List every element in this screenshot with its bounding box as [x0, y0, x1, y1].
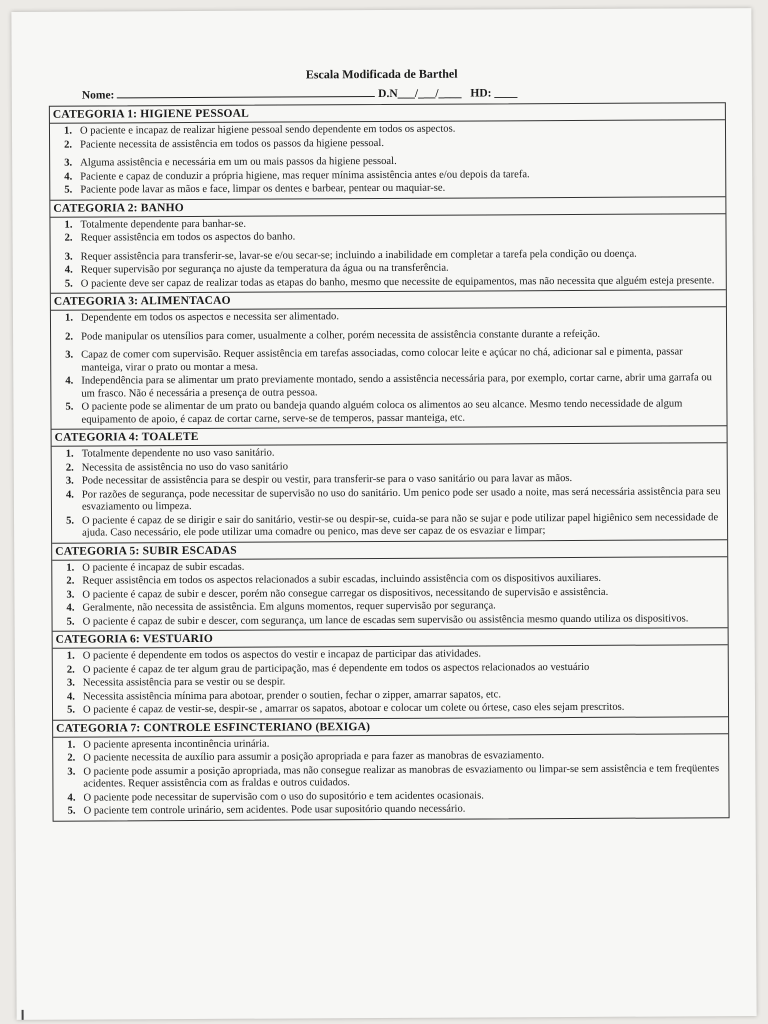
- item-text: O paciente é capaz de se dirigir e sair do sanitário, vestir-se ou despir-se, cuida-se para não se sujar e pode utilizar papel higiênico sem necessidade de ajuda. Caso necessário, ele pode utilizar uma comadre ou penico, mas deve ser capaz de os esvaziar e limpar;: [82, 511, 719, 539]
- category-items: [51, 307, 727, 429]
- item-number: 3.: [65, 475, 74, 487]
- item-text: Geralmente, não necessita de assistência. Em alguns momentos, requer supervisão por segurança.: [82, 600, 496, 614]
- list-item: [52, 512, 723, 541]
- category-title: CATEGORIA 5: SUBIR ESCADAS: [52, 539, 727, 561]
- birthdate-label: D.N___/___/____: [378, 87, 462, 101]
- item-number: 5.: [64, 278, 73, 290]
- document-title: Escala Modificada de Barthel: [305, 66, 458, 82]
- item-number: 4.: [65, 489, 74, 501]
- item-number: 4.: [66, 691, 75, 703]
- item-text: Independência para se alimentar um prato previamente montado, sendo a assistência necessária para, por exemplo, cortar carne, abrir uma garrafa ou um frasco. Não é necessária a presença de outra pessoa.: [81, 372, 712, 400]
- item-number: 5.: [66, 616, 75, 628]
- item-text: Pode necessitar de assistência para se despir ou vestir, para transferir-se para o vaso sanitário ou para lavar as mãos.: [81, 473, 573, 487]
- category-title: CATEGORIA 2: BANHO: [50, 196, 725, 218]
- item-text: O paciente é capaz de ter algum grau de participação, mas é dependente em todos os aspectos relacionados ao vestuário: [82, 661, 590, 676]
- category-title: CATEGORIA 3: ALIMENTACAO: [51, 289, 726, 311]
- category-section: [52, 425, 728, 542]
- item-text: O paciente e incapaz de realizar higiene pessoal sendo dependente em todos os aspectos.: [79, 123, 456, 137]
- item-text: Necessita assistência para se vestir ou se despir.: [82, 676, 286, 689]
- list-item: [53, 613, 724, 629]
- category-title: CATEGORIA 4: TOALETE: [52, 425, 727, 447]
- item-number: 4.: [67, 792, 76, 804]
- item-text: O paciente é capaz de subir e descer, porém não consegue carregar os dispositivos, necessitando de supervisão e assistência.: [82, 586, 609, 601]
- item-text: Alguma assistência e necessária em um ou mais passos da higiene pessoal.: [80, 155, 397, 169]
- category-title: CATEGORIA 1: HIGIENE PESSOAL: [50, 103, 725, 124]
- item-number: 1.: [65, 448, 74, 460]
- item-number: 3.: [66, 589, 75, 601]
- item-number: 1.: [64, 312, 73, 324]
- list-item: [51, 275, 722, 291]
- item-text: O paciente deve ser capaz de realizar todas as etapas do banho, mesmo que necessite de equipamentos, mas não necessita que alguém esteja presente.: [80, 274, 715, 290]
- item-text: Paciente e capaz de conduzir a própria higiene, mas requer mínima assistência antes e/ou depois da tarefa.: [80, 168, 530, 183]
- hd-label: HD: ____: [470, 87, 518, 100]
- item-number: 2.: [67, 752, 76, 764]
- item-number: 4.: [64, 264, 73, 276]
- category-items: [50, 214, 725, 293]
- item-text: Capaz de comer com supervisão. Requer assistência em tarefas associadas, como colocar leite e açúcar no chá, adicionar sal e pimenta, passar manteiga, virar o prato ou montar a mesa.: [81, 346, 683, 374]
- list-item: [51, 398, 722, 427]
- item-text: Requer assistência para transferir-se, lavar-se e/ou secar-se; incluindo a inabilidade em completar a tarefa pela condição ou doença.: [80, 248, 637, 263]
- item-text: O paciente necessita de auxílio para assumir a posição apropriada e para fazer as manobras de esvaziamento.: [83, 750, 545, 764]
- category-items: [53, 734, 728, 821]
- item-number: 2.: [64, 139, 73, 151]
- barthel-form: [49, 102, 730, 821]
- item-number: 1.: [67, 739, 76, 751]
- item-number: 3.: [64, 157, 73, 169]
- item-text: Pode manipular os utensílios para comer, usualmente a colher, porém necessita de assistência constante durante a refeição.: [81, 328, 601, 343]
- category-title: CATEGORIA 6: VESTUARIO: [53, 627, 728, 649]
- item-text: O paciente é dependente em todos os aspectos do vestir e incapaz de participar das atividades.: [82, 648, 482, 662]
- list-item: [51, 328, 722, 344]
- category-items: [52, 443, 727, 542]
- list-item: [52, 486, 723, 515]
- item-text: Totalmente dependente no uso vaso sanitário.: [81, 447, 275, 460]
- item-number: 2.: [66, 575, 75, 587]
- category-items: [50, 120, 725, 199]
- list-item: [50, 181, 721, 197]
- page-mark: [22, 1010, 24, 1020]
- item-number: 4.: [64, 171, 73, 183]
- item-number: 5.: [66, 515, 75, 527]
- category-items: [53, 645, 728, 719]
- category-section: [53, 627, 728, 719]
- item-text: O paciente é capaz de vestir-se, despir-se , amarrar os sapatos, abotoar e colocar um colete ou órtese, caso eles sejam prescritos.: [82, 701, 625, 716]
- item-number: 5.: [67, 704, 76, 716]
- item-text: Necessita assistência mínima para abotoar, prender o soutien, fechar o zipper, amarrar sapatos, etc.: [82, 688, 501, 703]
- item-text: Totalmente dependente para banhar-se.: [80, 218, 247, 231]
- item-text: Paciente necessita de assistência em todos os passos da higiene pessoal.: [80, 137, 384, 151]
- list-item: [53, 763, 724, 792]
- item-text: O paciente é incapaz de subir escadas.: [82, 561, 245, 574]
- item-number: 3.: [66, 677, 75, 689]
- item-text: Requer assistência em todos os aspectos do banho.: [80, 231, 296, 244]
- item-text: Necessita de assistência no uso do vaso sanitário: [81, 461, 289, 474]
- item-number: 3.: [64, 251, 73, 263]
- item-number: 1.: [64, 125, 73, 137]
- list-item: [50, 136, 721, 152]
- item-number: 1.: [66, 562, 75, 574]
- item-text: O paciente é capaz de subir e descer, com segurança, um lance de escadas sem supervisão ou assistência mesmo quando utiliza os dispositivos.: [82, 612, 689, 628]
- item-text: O paciente pode necessitar de supervisão com o uso do supositório e tem acidentes ocasionais.: [83, 789, 484, 804]
- category-section: [53, 716, 729, 821]
- category-section: [50, 103, 725, 199]
- patient-header: [82, 84, 518, 101]
- category-section: [51, 289, 727, 429]
- item-text: Por razões de segurança, pode necessitar de supervisão no uso do sanitário. Um penico pode ser usado a noite, mas será necessária assistência para seu esvaziamento ou limpeza.: [81, 485, 721, 513]
- category-section: [50, 196, 725, 293]
- item-text: Requer supervisão por segurança no ajuste da temperatura da água ou na transferência.: [80, 262, 449, 276]
- item-number: 2.: [64, 232, 73, 244]
- category-items: [52, 557, 727, 631]
- item-number: 5.: [67, 805, 76, 817]
- item-number: 2.: [65, 331, 74, 343]
- item-number: 4.: [65, 375, 74, 387]
- name-field-line: [117, 85, 375, 98]
- item-text: O paciente pode assumir a posição apropriada, mas não consegue realizar as manobras de esvaziamento ou limpar-se sem assistência e tem freqüentes acidentes. Requer assistência com as fraldas e outros cuidados.: [83, 762, 720, 790]
- item-number: 3.: [67, 766, 76, 778]
- category-title: CATEGORIA 7: CONTROLE ESFINCTERIANO (BEXIGA): [53, 716, 728, 738]
- document-sheet: [11, 8, 756, 1020]
- item-text: Paciente pode lavar as mãos e face, limpar os dentes e barbear, pentear ou maquiar-se.: [80, 182, 446, 196]
- item-number: 5.: [64, 184, 73, 196]
- item-number: 4.: [66, 602, 75, 614]
- item-number: 5.: [65, 401, 74, 413]
- item-number: 2.: [66, 664, 75, 676]
- list-item: [51, 372, 722, 401]
- list-item: [51, 309, 722, 325]
- item-number: 2.: [65, 462, 74, 474]
- item-text: Dependente em todos os aspectos e necessita ser alimentado.: [80, 311, 339, 324]
- list-item: [51, 346, 722, 375]
- item-number: 1.: [64, 219, 73, 231]
- item-number: 1.: [66, 650, 75, 662]
- item-text: Requer assistência em todos os aspectos relacionados a subir escadas, incluindo assistência com os dispositivos auxiliares.: [82, 572, 602, 587]
- item-number: 3.: [65, 349, 74, 361]
- list-item: [54, 802, 725, 818]
- list-item: [53, 701, 724, 717]
- name-label: Nome:: [81, 89, 115, 102]
- category-section: [52, 539, 727, 631]
- item-text: O paciente pode se alimentar de um prato ou bandeja quando alguém coloca os alimentos ao seu alcance. Mesmo tendo necessidade de algum equipamento de apoio, é capaz de cortar carne, serve-se de temperos, passar manteiga, etc.: [81, 398, 683, 426]
- list-item: [51, 229, 722, 245]
- item-text: O paciente apresenta incontinência urinária.: [83, 738, 270, 751]
- item-text: O paciente tem controle urinário, sem acidentes. Pode usar supositório quando necessário.: [83, 803, 466, 817]
